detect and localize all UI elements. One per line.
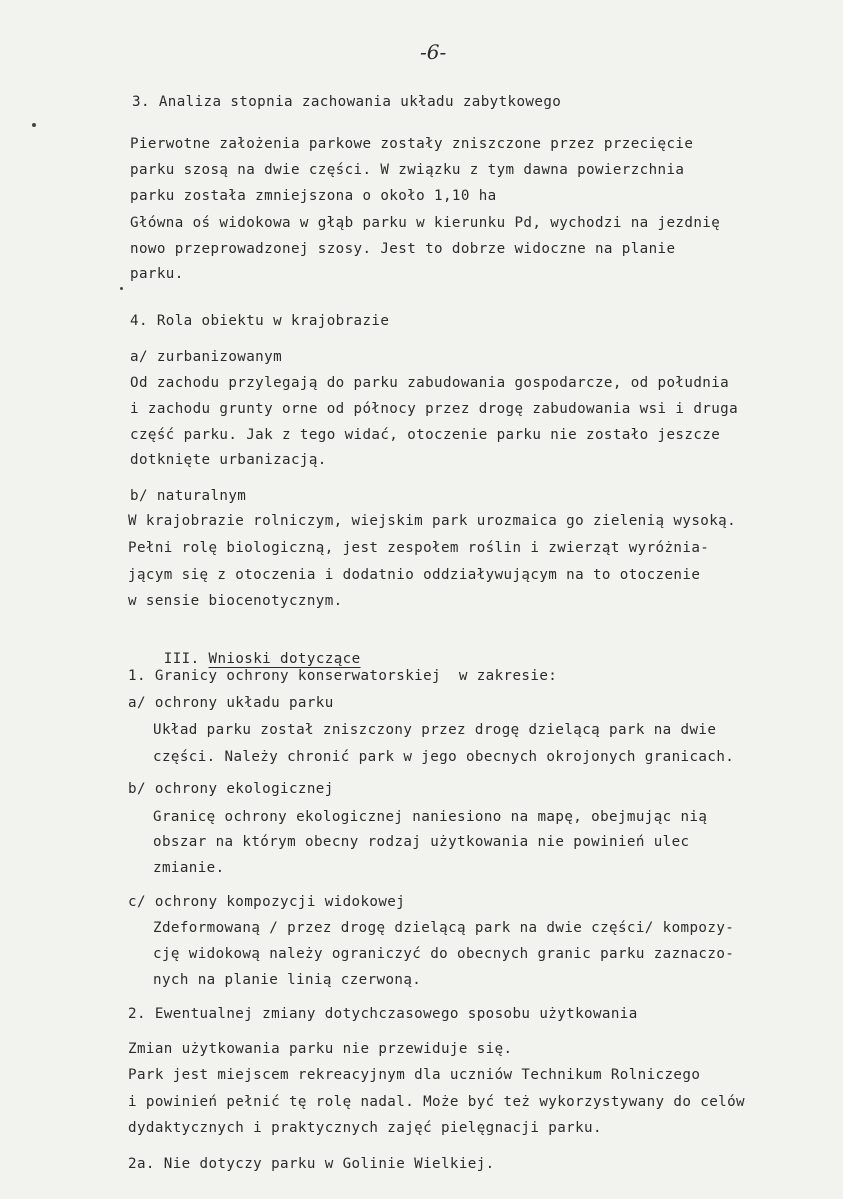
section-4-b-line: jącym się z otoczenia i dodatnio oddziaływującym na to otoczenie [128,567,701,583]
section-4-b-label: b/ naturalnym [130,488,247,504]
section-iii-a-line: części. Należy chronić park w jego obecnych okrojonych granicach. [153,749,735,765]
section-iii-item-1: 1. Granicy ochrony konserwatorskiej w zakresie: [128,668,558,684]
section-iii-item-2-line: Park jest miejscem rekreacyjnym dla uczniów Technikum Rolniczego [128,1067,701,1083]
section-iii-heading: Wnioski dotyczące [208,651,361,667]
section-iii-b-line: Granicę ochrony ekologicznej naniesiono na mapę, obejmując nią [153,809,708,825]
section-iii-c-line: cję widokową należy ograniczyć do obecnych granic parku zaznaczo- [153,946,735,962]
section-iii-c-line: nych na planie linią czerwoną. [153,972,422,988]
section-4-a-line: Od zachodu przylegają do parku zabudowania gospodarcze, od południa [130,375,730,391]
section-iii-c-label: c/ ochrony kompozycji widokowej [128,894,406,910]
section-4-a-line: i zachodu grunty orne od północy przez drogę zabudowania wsi i druga [130,401,739,417]
section-iii-item-2-line: Zmian użytkowania parku nie przewiduje się. [128,1041,513,1057]
page-number: -6- [420,40,447,64]
section-4-a-line: dotknięte urbanizacją. [130,452,327,468]
section-4-b-line: Pełni rolę biologiczną, jest zespołem roślin i zwierząt wyróżnia- [128,540,710,556]
section-3-line: nowo przeprowadzonej szosy. Jest to dobrze widoczne na planie [130,241,676,257]
margin-mark [120,287,123,290]
section-3-heading: 3. Analiza stopnia zachowania układu zabytkowego [132,94,562,110]
section-iii-c-line: Zdeformowaną / przez drogę dzielącą park na dwie części/ kompozy- [153,920,735,936]
section-iii-b-line: obszar na którym obecny rodzaj użytkowania nie powinień ulec [153,834,690,850]
margin-mark [32,123,36,127]
section-iii-item-2-line: i powinień pełnić tę rolę nadal. Może być też wykorzystywany do celów [128,1094,745,1110]
section-iii-b-label: b/ ochrony ekologicznej [128,781,334,797]
section-3-line: parku szosą na dwie części. W związku z tym dawna powierzchnia [130,162,685,178]
section-iii-b-line: zmianie. [153,860,225,876]
section-4-a-line: część parku. Jak z tego widać, otoczenie parku nie zostało jeszcze [130,427,721,443]
section-iii-prefix: III. [163,651,200,667]
section-iii-a-label: a/ ochrony układu parku [128,695,334,711]
section-4-b-line: W krajobrazie rolniczym, wiejskim park urozmaica go zielenią wysoką. [128,513,737,529]
section-iii-item-2-line: dydaktycznych i praktycznych zajęć pielęgnacji parku. [128,1120,602,1136]
section-3-line: parku. [130,266,184,282]
section-4-a-label: a/ zurbanizowanym [130,349,283,365]
section-3-line: parku została zmniejszona o około 1,10 ha [130,188,497,204]
section-3-line: Pierwotne założenia parkowe zostały zniszczone przez przecięcie [130,136,694,152]
section-iii-a-line: Układ parku został zniszczony przez drogę dzielącą park na dwie [153,722,717,738]
section-iii-item-2: 2. Ewentualnej zmiany dotychczasowego sposobu użytkowania [128,1006,638,1022]
section-3-line: Główna oś widokowa w głąb parku w kierunku Pd, wychodzi na jezdnię [130,215,721,231]
section-4-b-line: w sensie biocenotycznym. [128,593,343,609]
section-4-heading: 4. Rola obiektu w krajobrazie [130,313,390,329]
section-iii-item-2a: 2a. Nie dotyczy parku w Golinie Wielkiej. [128,1156,495,1172]
